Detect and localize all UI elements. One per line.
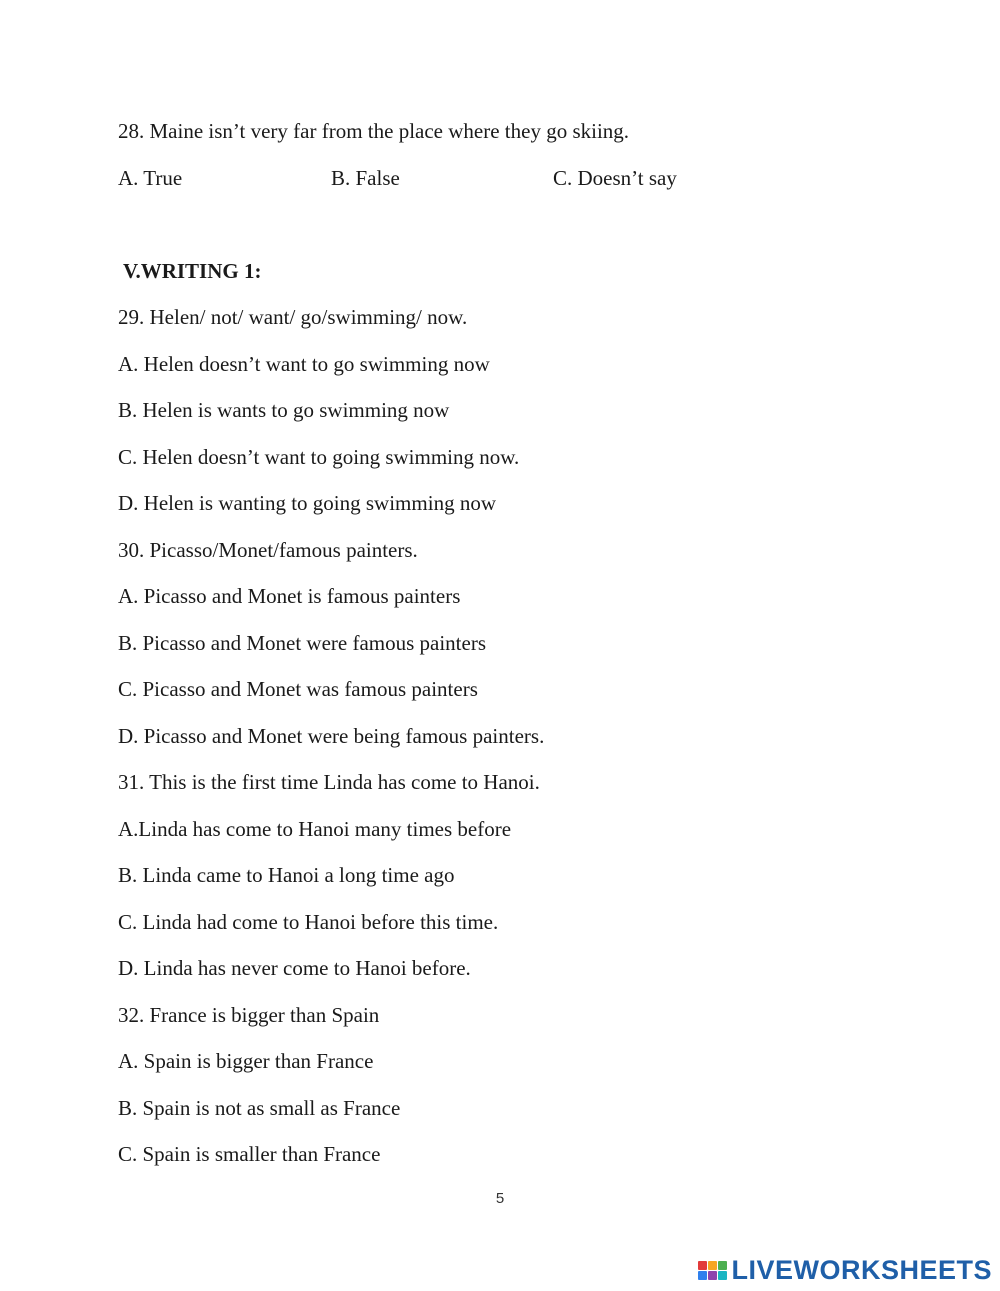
q32-option-b: B. Spain is not as small as France [118,1096,401,1120]
q28-option-c: C. Doesn’t say [553,166,677,190]
q31-option-b: B. Linda came to Hanoi a long time ago [118,863,455,887]
logo-block-blue [698,1271,707,1280]
q32-option-a: A. Spain is bigger than France [118,1049,374,1073]
logo-block-green [718,1261,727,1270]
question-32: 32. France is bigger than Spain [118,1003,380,1027]
q30-option-c: C. Picasso and Monet was famous painters [118,677,478,701]
page-number: 5 [495,1190,505,1207]
q31-option-d: D. Linda has never come to Hanoi before. [118,956,471,980]
q29-option-b: B. Helen is wants to go swimming now [118,398,450,422]
logo-block-orange [708,1261,717,1270]
logo-block-teal [718,1271,727,1280]
q30-option-d: D. Picasso and Monet were being famous painters. [118,724,545,748]
q31-option-c: C. Linda had come to Hanoi before this time. [118,910,499,934]
logo-block-purple [708,1271,717,1280]
liveworksheets-logo [698,1254,992,1286]
question-28: 28. Maine isn’t very far from the place where they go skiing. [118,119,630,143]
q29-option-d: D. Helen is wanting to going swimming now [118,491,496,515]
logo-text: LIVEWORKSHEETS [731,1254,992,1285]
logo-block-red [698,1261,707,1270]
question-29: 29. Helen/ not/ want/ go/swimming/ now. [118,305,468,329]
q28-option-a: A. True [118,166,183,190]
section-heading: V.WRITING 1: [123,259,262,283]
q30-option-a: A. Picasso and Monet is famous painters [118,584,461,608]
q29-option-a: A. Helen doesn’t want to go swimming now [118,352,490,376]
q28-option-b: B. False [331,166,400,190]
question-31: 31. This is the first time Linda has come to Hanoi. [118,770,540,794]
q29-option-c: C. Helen doesn’t want to going swimming now. [118,445,520,469]
logo-blocks-icon [698,1261,727,1280]
question-30: 30. Picasso/Monet/famous painters. [118,538,418,562]
q32-option-c: C. Spain is smaller than France [118,1142,381,1166]
q31-option-a: A.Linda has come to Hanoi many times before [118,817,512,841]
q30-option-b: B. Picasso and Monet were famous painters [118,631,487,655]
